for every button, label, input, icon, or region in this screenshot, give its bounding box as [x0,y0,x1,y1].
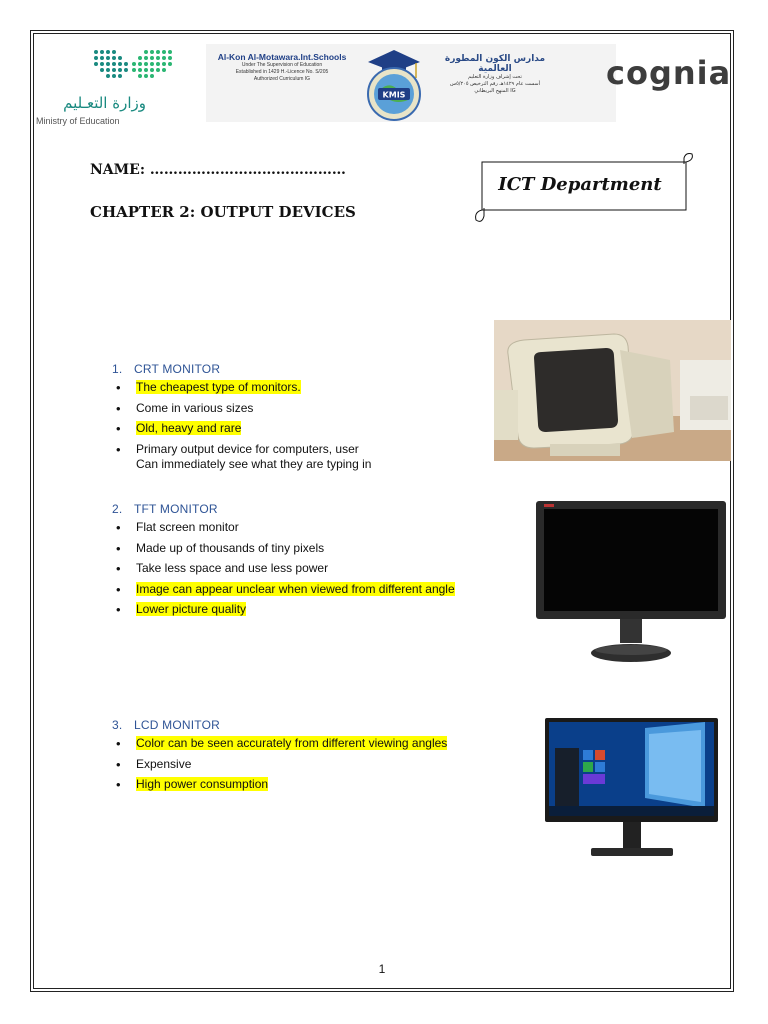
bullet-text: Lower picture quality [136,602,247,616]
list-item [112,421,371,436]
list-item [112,401,371,416]
list-item [112,757,447,772]
bullet-text: High power consumption [136,777,269,791]
school-crest-icon [364,48,424,122]
bullet-text: Primary output device for computers, user [136,441,359,456]
section-number: 3. [112,718,123,732]
list-item [112,736,447,751]
school-english-line: Under The Supervision of Education [241,62,323,68]
crest-text: KMIS [382,90,406,100]
school-arabic-block [430,54,560,95]
department-label: ICT Department [498,174,662,195]
bullet-text: Made up of thousands of tiny pixels [136,540,325,555]
page-number: 1 [378,962,386,976]
moe-dots-icon [92,48,192,84]
tft-monitor-image [536,501,726,669]
bullet-text: Color can be seen accurately from different viewing angles [136,736,448,750]
lcd-monitor-image [545,718,718,860]
bullet-list [112,380,371,472]
list-item [112,541,455,556]
bullet-text: Old, heavy and rare [136,421,242,435]
section-number: 1. [112,362,123,376]
section-heading [112,362,371,376]
section-tft-monitor [112,502,455,623]
section-heading [112,502,455,516]
school-banner [206,44,616,122]
bullet-text: Image can appear unclear when viewed from different angle [136,581,455,596]
list-item [112,582,455,597]
section-heading [112,718,447,732]
school-english-line: Authorized Curriculum IG [253,76,311,82]
ministry-english-name: Ministry of Education [36,116,120,126]
list-item [112,777,447,792]
cognia-logo: cognia [606,54,732,92]
chapter-title: CHAPTER 2: OUTPUT DEVICES [90,203,356,221]
list-item [112,380,371,395]
list-item [112,561,455,576]
school-english-line: Established in 1429 H.-Licence No. S/205 [235,69,329,75]
list-item [112,442,371,472]
crt-monitor-image [494,320,731,461]
student-name-field: NAME: …………………………………… [90,162,346,178]
section-title: CRT MONITOR [134,362,221,376]
ministry-logo [36,48,196,128]
bullet-text: The cheapest type of monitors. [136,380,301,394]
school-arabic-name: مدارس الكون المطورة العالمية [444,54,546,74]
section-lcd-monitor [112,718,447,798]
section-title: TFT MONITOR [134,502,218,516]
ministry-arabic-name: وزارة التعـليم [63,94,146,112]
bullet-list [112,736,447,792]
section-crt-monitor [112,362,371,477]
bullet-text: Expensive [136,756,192,771]
bullet-text: Flat screen monitor [136,520,239,534]
school-english-name: Al-Kon Al-Motawara.Int.Schools [217,52,347,62]
bullet-list [112,520,455,617]
school-english-block [212,52,352,83]
school-arabic-line: تحت إشراف وزارة التعليم [468,74,522,80]
school-arabic-line: المنهج البريطاني IG [474,88,516,94]
school-arabic-line: أسست عام ١٤٢٩هـ رقم الترخيص ٥/٢٠٥س [450,81,540,87]
section-number: 2. [112,502,123,516]
section-title: LCD MONITOR [134,718,220,732]
list-item [112,602,455,617]
bullet-text-continued: Can immediately see what they are typing in [136,456,372,471]
bullet-text: Take less space and use less power [136,561,329,575]
list-item [112,520,455,535]
bullet-text: Come in various sizes [136,400,254,415]
